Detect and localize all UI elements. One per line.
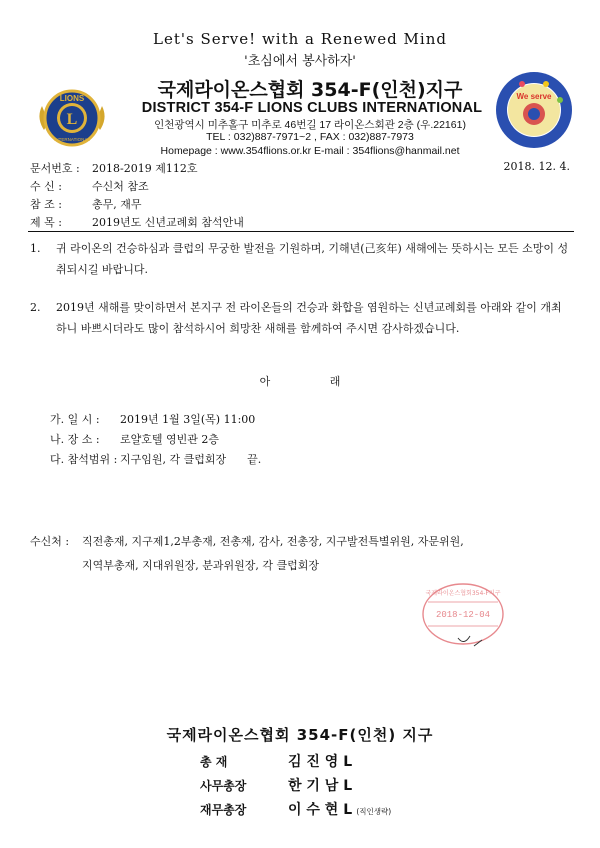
signature-governor: 총 재 김 진 영 L <box>200 754 353 770</box>
signature-organization: 국제라이온스협회 354-F(인천) 지구 <box>166 726 434 744</box>
item-attendees: 다. 참석범위 : 지구임원, 각 클럽회장 끝. <box>50 453 262 466</box>
emblem-letter: L <box>66 111 78 128</box>
lions-emblem-icon <box>34 84 110 152</box>
item-datetime: 가. 일 시 : 2019년 1월 3일(목) 11:00 <box>50 413 256 426</box>
doc-recipient: 수 신 : 수신처 참조 <box>30 180 149 193</box>
recipients-list: 수신처 : 직전총재, 지구제1,2부총재, 전총재, 감사, 전총장, 지구발전특별위원, 자문위원, 지역부총재, 지대위원장, 분과위원장, 각 클럽회장 <box>30 535 464 572</box>
divider <box>28 231 574 232</box>
emblem-word: LIONS <box>59 94 85 103</box>
doc-number: 문서번호 : 2018-2019 제112호 <box>30 162 198 175</box>
emblem-tag: INTERNATIONAL <box>54 137 90 142</box>
stamp-org: 국제라이온스협회354-F지구 <box>425 590 501 597</box>
org-address: 인천광역시 미추홀구 미추로 46번길 17 라이온스회관 2층 (우.22161) <box>154 119 466 131</box>
doc-subject: 제 목 : 2019년도 신년교례회 참석안내 <box>30 216 244 229</box>
stamp-date: 2018-12-04 <box>435 610 491 620</box>
receipt-stamp <box>418 576 508 656</box>
doc-date: 2018. 12. 4. <box>503 160 570 173</box>
org-tel-fax: TEL : 032)887-7971~2 , FAX : 032)887-7973 <box>206 131 414 143</box>
motto-english: Let's Serve! with a Renewed Mind <box>153 30 447 48</box>
paragraph-2: 2. 2019년 새해를 맞이하면서 본지구 전 라이온들의 건승과 화합을 염원하는 신년교례회를 아래와 같이 개최하니 바쁘시더라도 많이 참석하시어 희망찬 새해를 함께하여 주시면 감사하겠습니다. <box>30 301 562 335</box>
org-name-korean: 국제라이온스협회 354-F(인천)지구 <box>157 79 463 101</box>
org-web-email: Homepage : www.354flions.or.kr E-mail : 354flions@hanmail.net <box>160 145 460 157</box>
signature-treasurer: 재무총장 이 수 현 L (직인생략) <box>200 802 392 818</box>
item-place: 나. 장 소 : 로얄호텔 영빈관 2층 <box>50 433 219 446</box>
motto-korean: '초심에서 봉사하자' <box>244 54 356 69</box>
emblem-motto: We serve <box>516 92 552 101</box>
paragraph-1: 1. 귀 라이온의 건승하심과 클럽의 무궁한 발전을 기원하며, 기해년(己亥年) 새해에는 뜻하시는 모든 소망이 성취되시길 바랍니다. <box>30 242 569 276</box>
signature-secretary: 사무총장 한 기 남 L <box>200 778 353 794</box>
org-name-english: DISTRICT 354-F LIONS CLUBS INTERNATIONAL <box>141 100 483 116</box>
section-heading: 아 래 <box>259 375 341 388</box>
doc-reference: 참 조 : 총무, 재무 <box>30 198 142 211</box>
